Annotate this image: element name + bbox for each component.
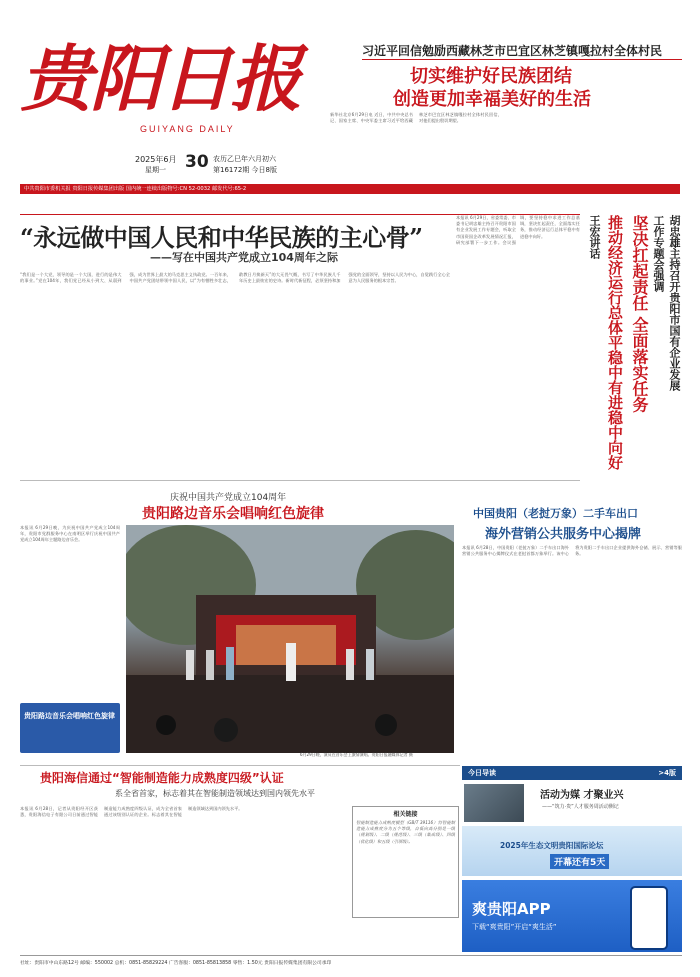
app-ad-title: 爽贵阳APP <box>472 900 551 918</box>
forum-ad-countdown: 开幕还有5天 <box>550 854 609 869</box>
trade-story-body: 本报讯 6月28日，中国贵阳（老挝万象）二手车出口海外营销公共服务中心揭牌仪式在老挝首都万象举行。该中心将为贵阳二手车出口企业提供海外仓储、展示、营销等服务。 <box>462 545 682 557</box>
masthead-logo <box>20 30 312 140</box>
lead-story-body: “我们是一个大党，领导的是一个大国，进行的是伟大的事业。”党在104年，我们党已经从小到大、从弱到强，成为世界上最大的马克思主义执政党。一百年来，中国共产党团结带领中国人民，以“为有牺牲多壮志，敢教日月换新天”的大无畏气概，书写了中华民族几千年历史上最恢宏的史诗。新时代新征程，必须坚持和加强党的全面领导，坚持以人民为中心，自觉践行全心全意为人民服务的根本宗旨。 <box>20 272 450 284</box>
publisher-bar <box>20 184 680 194</box>
concert-badge-text: 贵阳路边音乐会唱响红色旋律 <box>24 712 115 720</box>
related-body: 智能制造能力成熟度模型（GB/T 39116）将智能制造能力成熟度分为五个等级，自低向高分别是一级（规划级）、二级（规范级）、三级（集成级）、四级（优化级）和五级（引领级）。 <box>356 820 455 844</box>
related-box <box>352 806 459 918</box>
lunar-date: 农历乙巳年六月初六 <box>213 155 276 163</box>
right-headline-4: 推动经济运行总体平稳中有进稳中向好 <box>606 215 624 470</box>
concert-photo <box>126 525 454 753</box>
publisher-text: 中共贵阳市委机关报 贵阳日报传媒集团出版 国内统一连续出版物号:CN 52-0032 邮发代号:65-2 <box>24 186 247 192</box>
forum-ad-title: 2025年生态文明贵阳国际论坛 <box>500 841 604 850</box>
smart-divider <box>20 765 460 766</box>
lead-divider <box>20 480 580 481</box>
guide-item-2: ——“筑力·贵”人才服务周活动侧记 <box>542 804 619 810</box>
app-ad[interactable] <box>462 880 682 952</box>
top-story-body: 新华社北京6月29日电 近日，中共中央总书记、国家主席、中央军委主席习近平给西藏林芝市巴宜区林芝镇嘎拉村全体村民回信，对他们提出殷切期望。 <box>330 112 502 124</box>
weekday: 星期一 <box>145 166 166 174</box>
masthead-pinyin: GUIYANG DAILY <box>140 124 235 134</box>
right-headline-3: 坚决扛起责任 全面落实任务 <box>630 215 649 413</box>
footer-info: 社址：贵阳市中山东路12号 邮编：550002 总机：0851-85829224 广告客服：0851-85813858 零售：1.50元 贵阳日报传媒集团有限公司承印 <box>20 961 332 966</box>
guide-page: >4版 <box>658 769 676 777</box>
masthead-title: 贵阳日报 <box>20 36 301 121</box>
concert-badge <box>20 703 120 753</box>
lead-subhead: ——写在中国共产党成立104周年之际 <box>150 251 338 264</box>
forum-ad[interactable] <box>462 826 682 876</box>
top-headline-2: 创造更加幸福美好的生活 <box>393 89 591 110</box>
issue-info: 第16172期 今日8版 <box>213 166 277 174</box>
app-ad-phone-icon <box>630 886 668 950</box>
guide-item-1[interactable]: 活动为媒 才聚业兴 <box>540 790 624 801</box>
lead-headline: “永远做中国人民和中华民族的主心骨” <box>20 223 423 252</box>
guide-thumb <box>464 784 524 822</box>
smart-headline: 贵阳海信通过“智能制造能力成熟度四级”认证 <box>40 771 284 785</box>
right-headline-5: 王宏讲话 <box>588 215 601 259</box>
footer-rule <box>20 955 682 956</box>
related-title: 相关链接 <box>393 811 418 818</box>
smart-subhead: 系全省首家，标志着其在智能制造领域达到国内领先水平 <box>115 789 315 798</box>
date-month: 2025年6月 <box>135 155 177 164</box>
right-headline-2: 工作专题会强调 <box>652 215 665 292</box>
banner-rule <box>362 59 682 60</box>
app-ad-sub: 下载“爽贵阳”开启“爽生活” <box>472 923 557 931</box>
guide-title: 今日导读 <box>468 769 496 777</box>
top-headline-1: 切实维护好民族团结 <box>410 66 572 87</box>
trade-kicker: 中国贵阳（老挝万象）二手车出口 <box>473 507 638 520</box>
top-story-banner: 习近平回信勉励西藏林芝市巴宜区林芝镇嘎拉村全体村民 <box>362 44 663 58</box>
smart-story-body: 本报讯 6月28日，记者从贵阳经开区获悉，贵阳海信电子有限公司日前通过智能制造能力成熟度四级认证，成为全省首家通过该级别认证的企业。标志着其在智能制造领域达到国内领先水平。 <box>20 806 243 818</box>
guide-header <box>462 766 682 780</box>
right-headline-1: 胡忠雄主持召开贵阳市国有企业发展 <box>668 215 681 391</box>
date-day: 30 <box>185 152 209 172</box>
date-block <box>135 152 325 174</box>
concert-photo-art <box>126 525 454 753</box>
photo-kicker: 庆祝中国共产党成立104周年 <box>170 493 287 503</box>
trade-headline: 海外营销公共服务中心揭牌 <box>485 527 642 542</box>
photo-story-body: 本报讯 6月29日晚，为庆祝中国共产党成立104周年，贵阳市党群服务中心在南明区举行庆祝中国共产党成立104周年主题路边音乐会。 <box>20 525 120 543</box>
right-story-body: 本报讯 6月29日，省委常委、市委书记胡忠雄主持召开贵阳市国有企业发展工作专题会，听取全市国资国企改革发展情况汇报，研究部署下一步工作。会议强调，要坚持稳中求进工作总基调，坚决扛起责任，全面落实任务，推动经济运行总体平稳中有进稳中向好。 <box>456 215 580 245</box>
photo-caption: 6月29日晚，演员在音乐会上激情演唱。贵阳日报融媒体记者 摄 <box>300 752 413 757</box>
photo-headline: 贵阳路边音乐会唱响红色旋律 <box>142 506 324 522</box>
